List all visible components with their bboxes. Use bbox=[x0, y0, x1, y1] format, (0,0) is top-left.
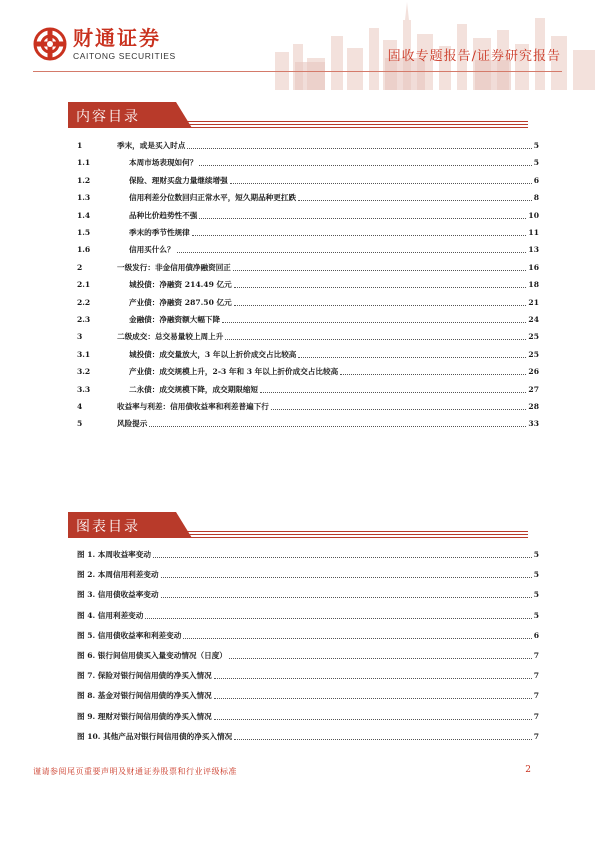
toc-leader-dots bbox=[149, 426, 526, 427]
toc-entry-number: 3.1 bbox=[77, 349, 91, 359]
toc-entry-number: 3.3 bbox=[77, 384, 91, 394]
figure-leader-dots bbox=[229, 658, 532, 659]
toc-entry[interactable] bbox=[77, 172, 539, 186]
toc-heading: 内容目录 bbox=[76, 109, 140, 125]
toc-entry[interactable] bbox=[77, 346, 539, 360]
figure-entry-page: 5 bbox=[533, 610, 539, 620]
toc-leader-dots bbox=[234, 287, 527, 288]
figure-leader-dots bbox=[214, 678, 532, 679]
toc-entry-number: 3 bbox=[77, 332, 83, 342]
figure-entry[interactable] bbox=[77, 728, 539, 742]
toc-entry-title: 二级成交：总交易量较上周上升 bbox=[117, 332, 224, 342]
toc-entry-page: 10 bbox=[528, 210, 539, 220]
page-number: 2 bbox=[525, 765, 531, 775]
figure-leader-dots bbox=[214, 719, 532, 720]
toc-entry-title: 信用利差分位数回归正常水平，短久期品种更扛跌 bbox=[129, 193, 297, 203]
toc-entry-title: 城投债：净融资 214.49 亿元 bbox=[129, 280, 232, 290]
figure-entry[interactable] bbox=[77, 546, 539, 560]
toc-entry-title: 季末的季节性规律 bbox=[129, 228, 190, 237]
toc-leader-dots bbox=[225, 339, 526, 340]
figures-heading-banner bbox=[68, 512, 528, 538]
toc-entry[interactable] bbox=[77, 363, 539, 377]
toc-leader-dots bbox=[271, 409, 527, 410]
figure-entry-title: 图 2. 本周信用利差变动 bbox=[77, 570, 159, 580]
toc-entry[interactable] bbox=[77, 415, 539, 429]
toc-entry-title: 一级发行：非金信用债净融资回正 bbox=[117, 262, 231, 272]
toc-leader-dots bbox=[298, 200, 532, 201]
figure-entry[interactable] bbox=[77, 586, 539, 600]
figure-entry[interactable] bbox=[77, 647, 539, 661]
figure-leader-dots bbox=[214, 698, 532, 699]
toc-entry[interactable] bbox=[77, 328, 539, 342]
toc-entry-number: 1.2 bbox=[77, 175, 91, 185]
toc-entry-page: 11 bbox=[528, 228, 539, 237]
toc-entry-title: 保险、理财买盘力量继续增强 bbox=[129, 175, 228, 185]
toc-leader-dots bbox=[298, 357, 526, 358]
toc-entry-title: 信用买什么？ bbox=[129, 245, 175, 255]
toc-entry-number: 1.3 bbox=[77, 193, 91, 203]
toc-entry-page: 25 bbox=[528, 349, 539, 359]
figure-entry-page: 5 bbox=[533, 550, 539, 559]
figure-leader-dots bbox=[234, 739, 532, 740]
toc-entry-title: 季末，或是买入时点 bbox=[117, 141, 186, 150]
toc-entry[interactable] bbox=[77, 294, 539, 308]
toc-entry-page: 24 bbox=[528, 315, 539, 324]
toc-entry-number: 4 bbox=[77, 402, 83, 411]
figure-entry-title: 图 5. 信用债收益率和利差变动 bbox=[77, 630, 182, 640]
figures-heading: 图表目录 bbox=[76, 519, 140, 535]
toc-entry-title: 金融债：净融资额大幅下降 bbox=[129, 315, 221, 324]
toc-entry-title: 风险提示 bbox=[117, 419, 148, 429]
toc-entry[interactable] bbox=[77, 241, 539, 255]
figure-entry-title: 图 8. 基金对银行间信用债的净买入情况 bbox=[77, 691, 212, 701]
figure-entry-title: 图 1. 本周收益率变动 bbox=[77, 550, 151, 559]
toc-leader-dots bbox=[187, 148, 531, 149]
figure-entry-title: 图 3. 信用债收益率变动 bbox=[77, 590, 159, 600]
toc-leader-dots bbox=[230, 183, 532, 184]
toc-entry-number: 2.1 bbox=[77, 280, 91, 290]
toc-leader-dots bbox=[260, 392, 526, 393]
figure-leader-dots bbox=[145, 618, 531, 619]
figure-entry-title: 图 10. 其他产品对银行间信用债的净买入情况 bbox=[77, 731, 233, 741]
figure-entry-page: 7 bbox=[533, 711, 539, 721]
figure-entry-page: 7 bbox=[533, 671, 539, 681]
figure-leader-dots bbox=[183, 638, 531, 639]
toc-entry-number: 1.6 bbox=[77, 245, 91, 255]
toc-entry-page: 16 bbox=[528, 262, 539, 272]
figure-entry[interactable] bbox=[77, 708, 539, 722]
toc-entry[interactable] bbox=[77, 224, 539, 238]
toc-leader-dots bbox=[340, 374, 526, 375]
toc-leader-dots bbox=[177, 252, 527, 253]
toc-entry-number: 2.3 bbox=[77, 315, 91, 324]
toc-entry[interactable] bbox=[77, 207, 539, 221]
toc-entry-number: 1 bbox=[77, 141, 83, 150]
toc-entry[interactable] bbox=[77, 259, 539, 273]
company-name-en: CAITONG SECURITIES bbox=[73, 51, 176, 61]
figure-entry[interactable] bbox=[77, 607, 539, 621]
toc-entry-page: 28 bbox=[528, 402, 539, 411]
figure-entry-page: 5 bbox=[533, 590, 539, 600]
header-divider bbox=[33, 71, 562, 72]
figure-entry-page: 7 bbox=[533, 691, 539, 701]
toc-leader-dots bbox=[233, 270, 527, 271]
toc-entry-page: 13 bbox=[528, 245, 539, 255]
toc-entry-page: 25 bbox=[528, 332, 539, 342]
figure-entry[interactable] bbox=[77, 687, 539, 701]
toc-entry-title: 本周市场表现如何？ bbox=[129, 158, 198, 168]
toc-entry-page: 6 bbox=[533, 175, 539, 185]
page-header bbox=[0, 0, 595, 96]
report-type: 固收专题报告/证券研究报告 bbox=[387, 49, 561, 64]
toc-heading-banner bbox=[68, 102, 528, 128]
toc-leader-dots bbox=[199, 165, 531, 166]
figure-entry-title: 图 7. 保险对银行间信用债的净买入情况 bbox=[77, 671, 212, 681]
toc-entry-number: 5 bbox=[77, 419, 83, 429]
toc-entry[interactable] bbox=[77, 189, 539, 203]
toc-entry[interactable] bbox=[77, 398, 539, 412]
toc-entry-number: 2 bbox=[77, 262, 83, 272]
figure-entry[interactable] bbox=[77, 667, 539, 681]
figure-leader-dots bbox=[153, 557, 532, 558]
toc-entry-title: 收益率与利差：信用债收益率和利差普遍下行 bbox=[117, 402, 269, 411]
toc-entry-page: 5 bbox=[533, 141, 539, 150]
figure-entry-page: 6 bbox=[533, 630, 539, 640]
figure-entry-title: 图 6. 银行间信用债买入量变动情况（日度） bbox=[77, 651, 227, 660]
toc-entry-title: 产业债：成交规模上升，2-3 年和 3 年以上折价成交占比较高 bbox=[129, 367, 339, 377]
figure-entry[interactable] bbox=[77, 627, 539, 641]
toc-entry-page: 27 bbox=[528, 384, 539, 394]
toc-leader-dots bbox=[234, 305, 527, 306]
figure-entry-page: 7 bbox=[533, 731, 539, 741]
toc-leader-dots bbox=[222, 322, 526, 323]
figure-leader-dots bbox=[161, 597, 532, 598]
toc-entry-title: 产业债：净融资 287.50 亿元 bbox=[129, 297, 232, 307]
toc-leader-dots bbox=[192, 235, 527, 236]
toc-entry-title: 城投债：成交量放大，3 年以上折价成交占比较高 bbox=[129, 349, 297, 359]
toc-entry-page: 26 bbox=[528, 367, 539, 377]
toc-entry-page: 8 bbox=[533, 193, 539, 203]
toc-entry-title: 二永债：成交规模下降，成交期限缩短 bbox=[129, 384, 259, 394]
toc-entry-number: 1.4 bbox=[77, 210, 91, 220]
footer-disclaimer: 谨请参阅尾页重要声明及财通证券股票和行业评级标准 bbox=[33, 767, 237, 776]
toc-entry[interactable] bbox=[77, 381, 539, 395]
toc-entry[interactable] bbox=[77, 311, 539, 325]
toc-entry-page: 33 bbox=[528, 419, 539, 429]
toc-entry-page: 5 bbox=[533, 158, 539, 168]
figure-entry-page: 5 bbox=[533, 570, 539, 580]
toc-entry[interactable] bbox=[77, 154, 539, 168]
company-logo bbox=[33, 27, 176, 61]
toc-entry-number: 3.2 bbox=[77, 367, 91, 377]
toc-leader-dots bbox=[199, 218, 526, 219]
company-name-cn: 财通证券 bbox=[73, 26, 161, 50]
toc-entry-title: 品种比价趋势性不强 bbox=[129, 210, 198, 220]
toc-entry-page: 21 bbox=[528, 297, 539, 307]
toc-entry-page: 18 bbox=[528, 280, 539, 290]
toc-entry-number: 2.2 bbox=[77, 297, 91, 307]
figure-entry-page: 7 bbox=[533, 651, 539, 660]
figure-entry[interactable] bbox=[77, 566, 539, 580]
figure-leader-dots bbox=[161, 577, 532, 578]
caitong-logo-icon bbox=[33, 27, 67, 61]
toc-entry-number: 1.1 bbox=[77, 158, 91, 168]
toc-entry[interactable] bbox=[77, 276, 539, 290]
toc-entry-number: 1.5 bbox=[77, 228, 91, 237]
toc-entry[interactable] bbox=[77, 137, 539, 151]
figure-entry-title: 图 4. 信用利差变动 bbox=[77, 610, 144, 620]
figure-entry-title: 图 9. 理财对银行间信用债的净买入情况 bbox=[77, 711, 212, 721]
